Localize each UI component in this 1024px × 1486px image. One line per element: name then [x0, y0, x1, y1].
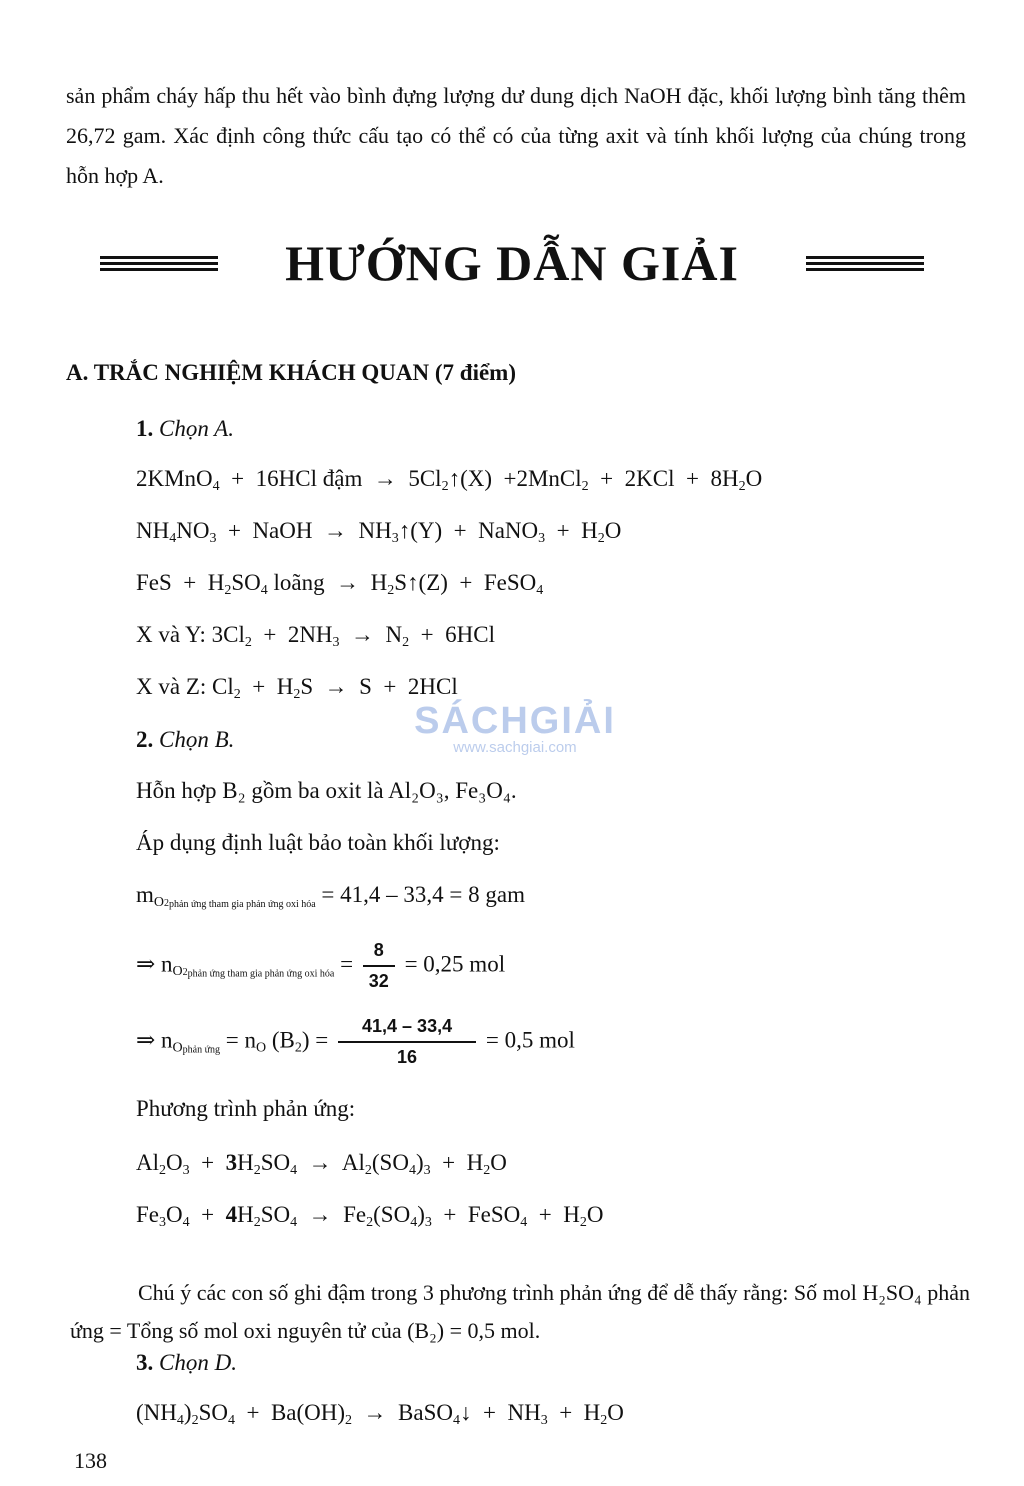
mass-subscript-label: phản ứng tham gia phản ứng oxi hóa	[169, 899, 316, 910]
mole-subscript-label: phản ứng tham gia phản ứng oxi hóa	[187, 968, 335, 980]
watermark-logo: SÁCHGIẢI	[414, 700, 616, 742]
q3-number: 3.	[136, 1350, 154, 1375]
page-number: 138	[74, 1448, 107, 1473]
q2-mole-o2-equation: ⇒ $n_{O2phản ứng tham gia phản ứng oxi hóa}$ = $\frac{8}{32}$ = 0,25 mol	[136, 940, 506, 991]
q2-number: 2.	[136, 727, 154, 752]
label-x-y: X và Y:	[136, 622, 206, 647]
fraction-2-denominator: 16	[397, 1047, 418, 1067]
page-heading: HƯỚNG DẪN GIẢI	[285, 235, 739, 291]
right-rule	[806, 253, 924, 274]
intro-paragraph: sản phẩm cháy hấp thu hết vào bình đựng lượng dư dung dịch NaOH đặc, khối lượng bình tăng thêm 26,72 gam. Xác định công thức cấu tạo có thể có của từng axit và tính khối lượng của chúng trong hỗn hợp A.	[66, 83, 966, 188]
watermark-url: www.sachgiai.com	[453, 739, 577, 756]
q1-equation-4: X và Y: $3Cl_2 + 2NH_3 \to N_2 + 6HCl$	[136, 622, 495, 650]
q3-equation-1: $(NH_4)_2SO_4 + Ba(OH)_2$ → BaSO$_4$↓ + $NH_3 + H_2O$	[136, 1400, 624, 1428]
fraction-1-denominator: 32	[368, 971, 389, 991]
q1-answer: Chọn A.	[159, 416, 234, 441]
q2-reaction-label: Phương trình phản ứng:	[136, 1096, 356, 1121]
fraction-1-numerator: 8	[363, 940, 395, 967]
mole-o2-result: = 0,25 mol	[404, 951, 506, 977]
q1-equation-3: FeS + $H_2SO_4$ loãng → $H_2S↑(Z)$ + FeSO$_4$	[136, 570, 544, 598]
q3-choice	[136, 1350, 237, 1376]
q2-law-text: Áp dụng định luật bảo toàn khối lượng:	[136, 830, 500, 855]
q2-mole-o-equation: ⇒ $n_{Ophản ứng} = n_O$ $(B_2)$ = $\frac{41,4 - 33,4}{16}$ = 0,5 mol	[136, 1016, 575, 1067]
q1-equation-2: $NH_4NO_3$ + NaOH → $NH_3↑(Y)$ + NaNO$_3$ + $H_2O$	[136, 518, 622, 546]
fraction-8-32	[363, 940, 395, 992]
q2-choice	[136, 727, 234, 753]
heading-banner	[100, 228, 924, 298]
q1-equation-1: 2KMnO$_4$ + 16HCl đậm → $5Cl_2↑(X)$ +2MnCl$_2$ + $2KCl + 8H_2O$	[136, 466, 763, 494]
mole-o-result: = 0,5 mol	[485, 1027, 575, 1053]
q2-answer: Chọn B.	[159, 727, 235, 752]
watermark	[410, 700, 620, 756]
q1-number: 1.	[136, 416, 154, 441]
q3-answer: Chọn D.	[159, 1350, 237, 1375]
fraction-mass-diff	[338, 1016, 476, 1068]
left-rule	[100, 253, 218, 274]
mass-result: = 41,4 – 33,4 = 8 gam	[321, 882, 525, 907]
section-title: A. TRẮC NGHIỆM KHÁCH QUAN (7 điểm)	[66, 360, 516, 385]
q2-note: Chú ý các con số ghi đậm trong 3 phương trình phản ứng để dễ thấy rằng: Số mol H₂SO₄ phản ứng = Tổng số mol oxi nguyên tử của (B₂) = 0,5 mol.	[70, 1280, 970, 1343]
q1-choice	[136, 416, 234, 442]
q2-equation-1: $Al_2O_3 + 3H_2SO_4 \to Al_2(SO_4)_3 + H_2O$	[136, 1150, 507, 1178]
q2-mixture-text: Hỗn hợp B₂ gồm ba oxit là Al₂O₃, Fe₃O₄.	[136, 778, 517, 803]
q2-equation-2: $Fe_3O_4 + 4H_2SO_4 \to Fe_2(SO_4)_3$ + FeSO$_4$ + $H_2O$	[136, 1202, 604, 1230]
fraction-2-numerator: 41,4 – 33,4	[338, 1016, 476, 1043]
q2-mass-equation: $m_{O2phản ứng tham gia phản ứng oxi hóa} = 41,4 - 33,4 = 8$ gam	[136, 882, 525, 910]
q1-equation-5: X và Z: $Cl_2 + H_2S \to S + 2HCl$	[136, 674, 458, 702]
mole-o-subscript: phản ứng	[182, 1044, 221, 1056]
label-x-z: X và Z:	[136, 674, 207, 699]
